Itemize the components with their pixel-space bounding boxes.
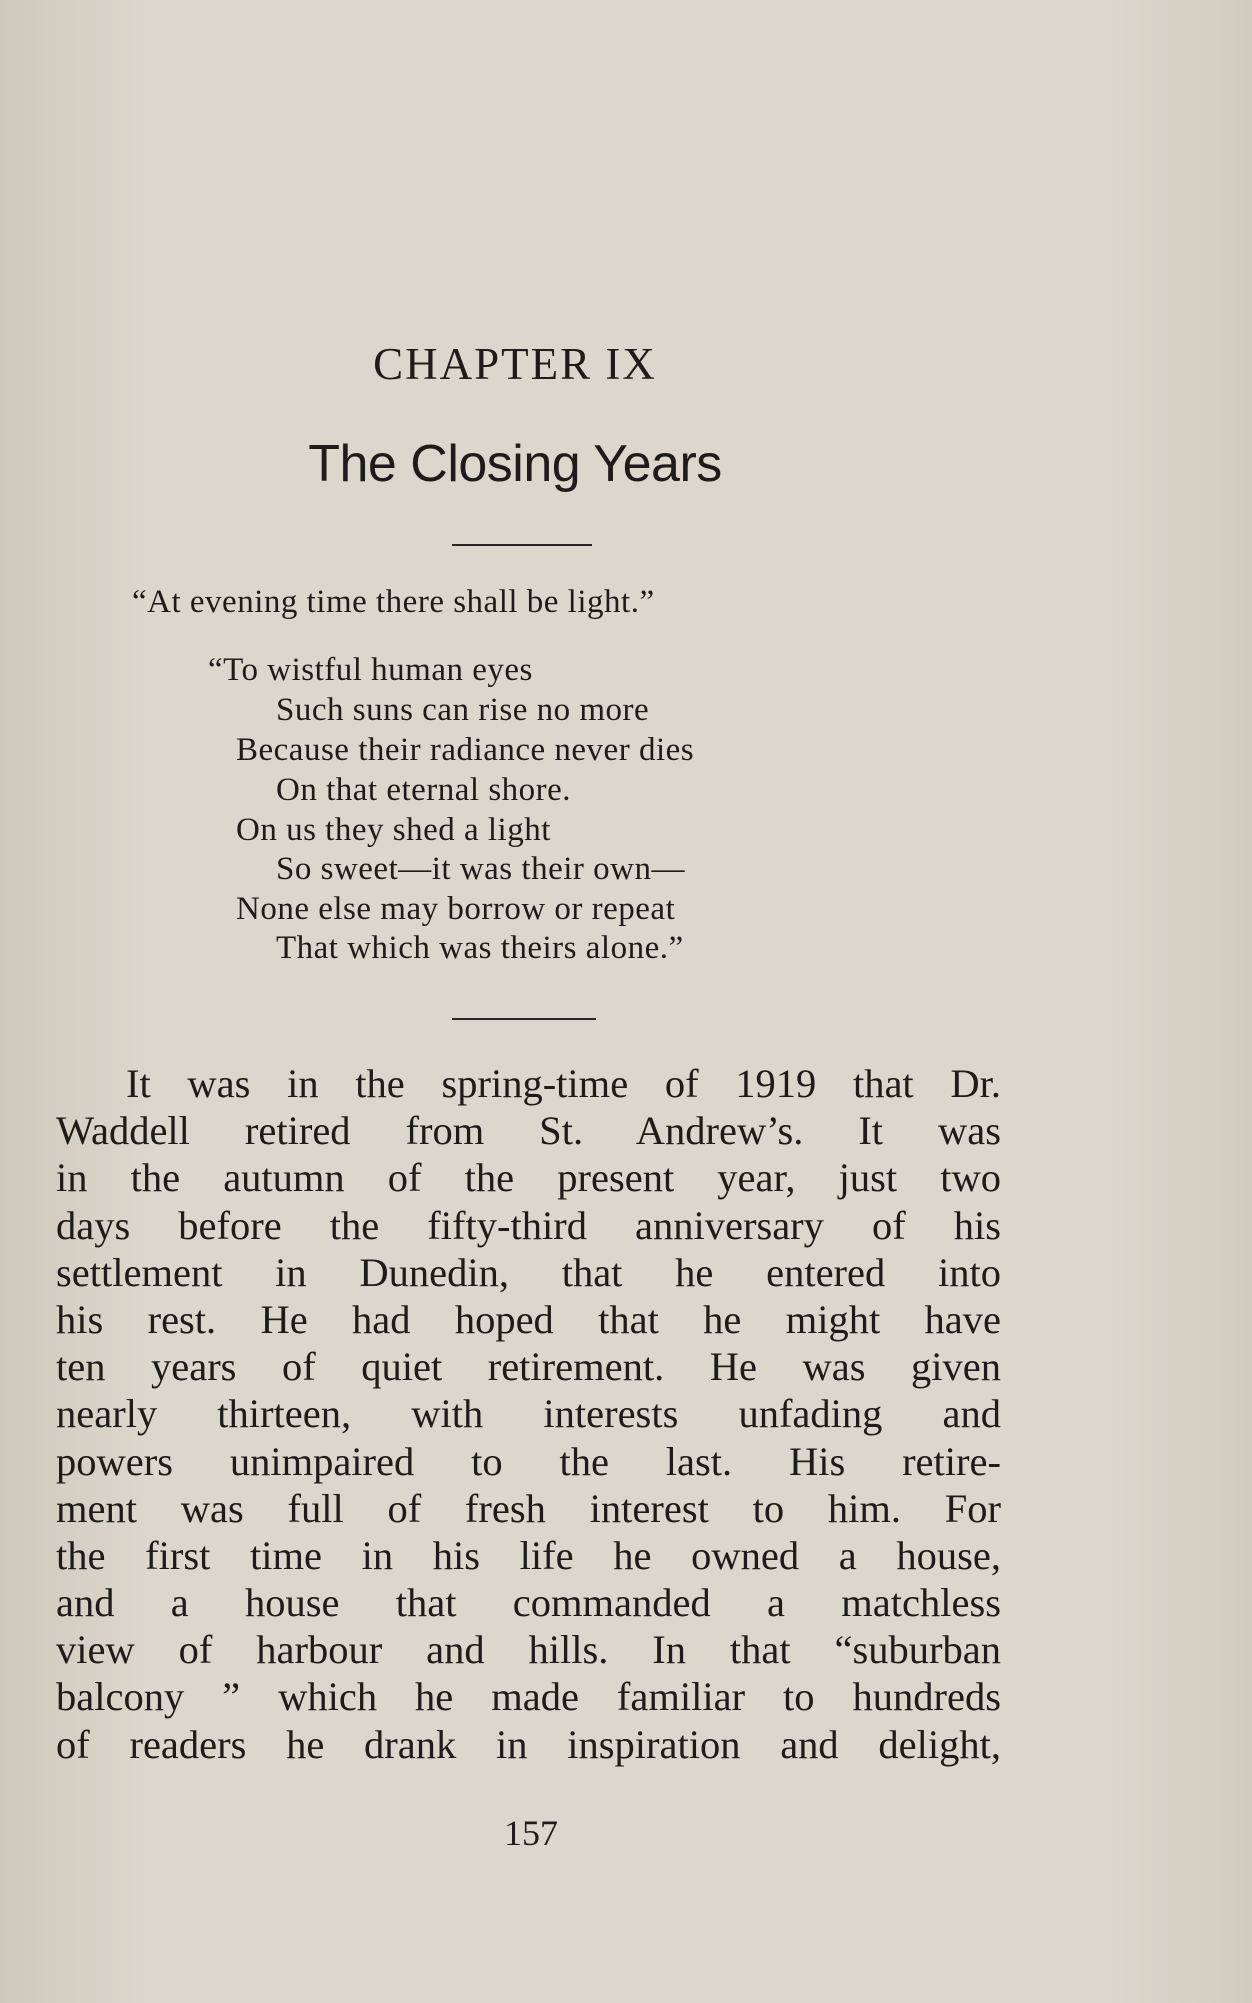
page-number: 157 <box>504 1813 558 1853</box>
body-line: in the autumn of the present year, just two <box>56 1155 1001 1201</box>
body-line: the first time in his life he owned a house, <box>56 1532 1001 1578</box>
divider-rule-top <box>452 544 592 546</box>
poem-line: That which was theirs alone.” <box>276 930 684 966</box>
poem-line: Because their radiance never dies <box>236 732 695 768</box>
epigraph-quote: “At evening time there shall be light.” <box>132 584 655 620</box>
chapter-label: CHAPTER IX <box>373 339 657 389</box>
body-paragraph <box>56 1060 1001 1768</box>
body-line: and a house that commanded a matchless <box>56 1580 1001 1626</box>
body-line: his rest. He had hoped that he might have <box>56 1296 1001 1342</box>
divider-rule-bottom <box>452 1018 596 1020</box>
body-line: ten years of quiet retirement. He was given <box>56 1344 1001 1390</box>
body-line: Waddell retired from St. Andrew’s. It was <box>56 1108 1001 1154</box>
body-line: ment was full of fresh interest to him. For <box>56 1485 1001 1531</box>
poem-line: “To wistful human eyes <box>208 652 533 688</box>
poem-line: On that eternal shore. <box>276 772 572 808</box>
body-line: settlement in Dunedin, that he entered into <box>56 1249 1001 1295</box>
poem-line: Such suns can rise no more <box>276 692 650 728</box>
body-line: view of harbour and hills. In that “suburban <box>56 1627 1001 1673</box>
chapter-title: The Closing Years <box>308 435 722 493</box>
body-line: of readers he drank in inspiration and delight, <box>56 1721 1001 1767</box>
poem-line: On us they shed a light <box>236 812 551 848</box>
body-line: balcony ” which he made familiar to hundreds <box>56 1674 1001 1720</box>
poem-line: So sweet—it was their own— <box>276 851 685 887</box>
body-line: powers unimpaired to the last. His retire- <box>56 1438 1001 1484</box>
poem-line: None else may borrow or repeat <box>236 891 676 927</box>
body-line: days before the fifty-third anniversary of his <box>56 1202 1001 1248</box>
body-line: nearly thirteen, with interests unfading and <box>56 1391 1001 1437</box>
body-line: It was in the spring-time of 1919 that Dr. <box>126 1061 1001 1106</box>
